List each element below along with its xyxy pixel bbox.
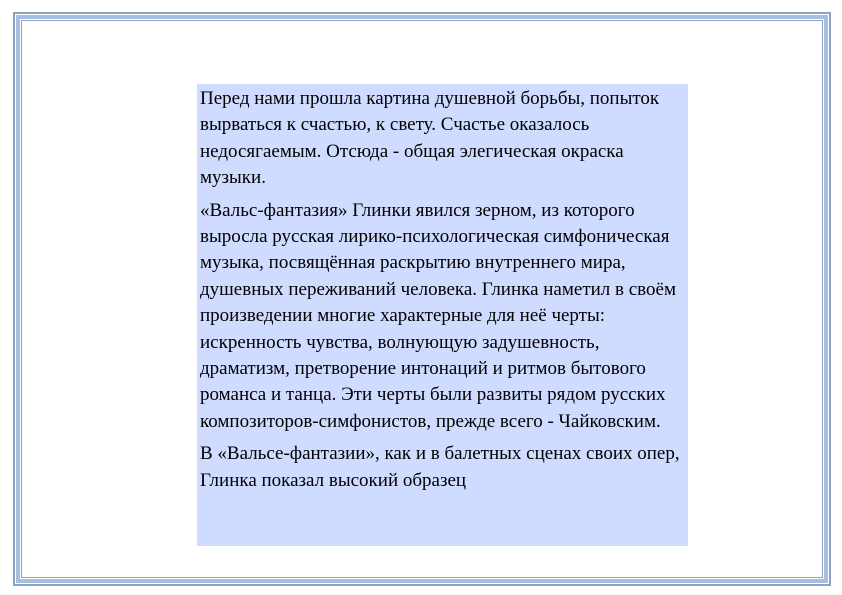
paragraph-3: В «Вальсе-фантазии», как и в балетных сценах своих опер, Глинка показал высокий образец xyxy=(200,443,680,491)
text-box[interactable] xyxy=(197,84,688,546)
paragraph-1: Перед нами прошла картина душевной борьбы, попыток вырваться к счастью, к свету. Счастье оказалось недосягаемым. Отсюда - общая элегическая окраска музыки. xyxy=(200,88,660,189)
paragraph-2: «Вальс-фантазия» Глинки явился зерном, из которого выросла русская лирико-психологическая симфоническая музыка, посвящённая раскрытию внутреннего мира, душевных переживаний человека. Глинка наметил в своём произведении многие характерные для неё черты: искренность чувства, волнующую задушевность, драматизм, претворение интонаций и ритмов бытового романса и танца. Эти черты были развиты рядом русских композиторов-симфонистов, прежде всего - Чайковским. xyxy=(200,199,676,432)
